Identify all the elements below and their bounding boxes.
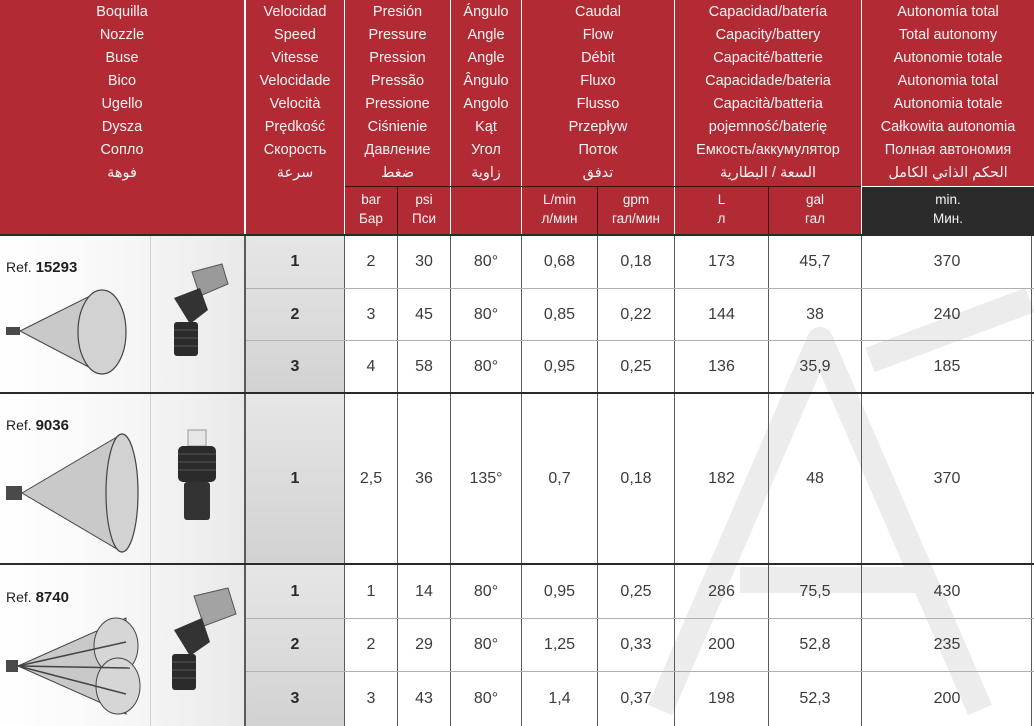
nozzle-8740-icon: [158, 586, 242, 698]
angle-cell: 80°: [473, 582, 499, 600]
header-nozzle-pl: Dysza: [101, 119, 143, 135]
header-speed-ar: سرعة: [276, 165, 314, 181]
ref-prefix: Ref.: [6, 259, 32, 275]
unit-bar-line1: bar: [361, 192, 381, 207]
unit-bar-line2: Бар: [359, 211, 383, 226]
liters-cell: 198: [708, 690, 735, 707]
header-angle-es: Ángulo: [463, 4, 509, 20]
header-autonomy-fr: Autonomie totale: [893, 50, 1003, 66]
header-nozzle-es: Boquilla: [96, 4, 148, 20]
minutes-cell: 235: [933, 636, 961, 653]
gallons-cell: 52,3: [799, 690, 831, 707]
ref-label-15293: [6, 259, 77, 276]
panel-divider-1: [150, 236, 151, 392]
gpm-cell: 0,18: [620, 253, 652, 270]
unit-psi-line1: psi: [415, 192, 433, 207]
ref-prefix: Ref.: [6, 417, 32, 433]
angle-cell: 80°: [473, 357, 499, 375]
header-flow-pt: Fluxo: [580, 73, 616, 89]
unit-row-separator: [345, 186, 861, 187]
psi-cell: 14: [415, 582, 433, 600]
header-autonomy-ar: الحكم الذاتي الكامل: [888, 165, 1008, 181]
lmin-cell: 1,25: [543, 636, 576, 653]
psi-cell: 30: [415, 253, 433, 270]
header-autonomy-es: Autonomía total: [897, 4, 999, 20]
header-flow-it: Flusso: [576, 96, 620, 112]
header-nozzle-fr: Buse: [105, 50, 139, 66]
panel-divider-2: [150, 394, 151, 563]
liters-cell: 286: [708, 582, 735, 600]
unit-gal: [769, 190, 861, 228]
bar-cell: 2,5: [359, 469, 383, 487]
speed-cell: 1: [290, 469, 300, 487]
header-angle: [451, 0, 521, 234]
angle-cell: 80°: [473, 305, 499, 323]
spray-cone-wide-icon: [6, 432, 142, 558]
unit-gpm: [598, 190, 674, 228]
header-angle-en: Angle: [467, 27, 505, 43]
unit-min-line2: Мин.: [933, 211, 963, 226]
unit-l-line2: л: [717, 211, 726, 226]
speed-cell: 3: [290, 357, 300, 375]
lmin-cell: 0,68: [543, 253, 576, 270]
ref-label-8740: [6, 589, 69, 606]
unit-min: [862, 190, 1034, 228]
header-pressure-pl: Ciśnienie: [367, 119, 428, 135]
header-pressure-ar: ضغط: [380, 165, 415, 181]
header-capacity-pt: Capacidade/bateria: [705, 73, 831, 89]
unit-psi: [398, 190, 450, 228]
unit-psi-line2: Пси: [412, 211, 436, 226]
spray-cone-multi-icon: [6, 612, 146, 720]
liters-cell: 136: [708, 357, 735, 375]
speed-cell: 3: [290, 690, 300, 707]
header-autonomy-en: Total autonomy: [898, 27, 998, 43]
unit-l: [675, 190, 768, 228]
minutes-cell: 370: [933, 253, 961, 270]
angle-cell: 80°: [473, 636, 499, 653]
header-flow-es: Caudal: [575, 4, 621, 20]
unit-gpm-line2: гал/мин: [611, 211, 661, 226]
header-autonomy-ru: Полная автономия: [884, 142, 1012, 158]
ref-number: 15293: [35, 259, 78, 276]
header-autonomy: [862, 0, 1034, 186]
header-angle-it: Angolo: [463, 96, 509, 112]
lmin-cell: 0,95: [543, 582, 576, 600]
header-angle-ru: Угол: [471, 142, 501, 158]
speed-cell: 1: [290, 582, 300, 600]
gallons-cell: 35,9: [799, 357, 831, 375]
nozzle-15293-icon: [160, 258, 240, 366]
lmin-cell: 0,85: [543, 305, 576, 323]
bar-cell: 2: [366, 636, 376, 653]
liters-cell: 173: [708, 253, 735, 270]
header-capacity-en: Capacity/battery: [715, 27, 821, 43]
header-flow-en: Flow: [582, 27, 614, 43]
header-capacity-ru: Емкость/аккумулятор: [696, 142, 840, 158]
header-speed-pl: Prędkość: [264, 119, 326, 135]
angle-cell: 80°: [473, 690, 499, 707]
header-capacity-fr: Capacité/batterie: [713, 50, 823, 66]
lmin-cell: 0,95: [543, 357, 576, 375]
unit-bar: [345, 190, 397, 228]
header-nozzle-pt: Bico: [107, 73, 137, 89]
psi-cell: 43: [415, 690, 433, 707]
header-angle-pt: Ângulo: [463, 73, 509, 89]
panel-divider-3: [150, 565, 151, 726]
angle-cell: 80°: [473, 253, 499, 270]
header-speed-en: Speed: [274, 27, 316, 43]
liters-cell: 200: [708, 636, 735, 653]
ref-prefix: Ref.: [6, 589, 32, 605]
header-speed-es: Velocidad: [263, 4, 327, 20]
speed-cell: 2: [290, 636, 300, 653]
bar-cell: 4: [366, 357, 376, 375]
minutes-cell: 200: [933, 690, 961, 707]
ref-number: 9036: [35, 417, 69, 434]
liters-cell: 182: [708, 469, 735, 487]
minutes-cell: 370: [933, 469, 961, 487]
header-flow-fr: Débit: [581, 50, 615, 66]
unit-gal-line1: gal: [805, 192, 824, 207]
header-angle-ar: زاوية: [471, 165, 501, 181]
liters-cell: 144: [708, 305, 735, 323]
header-capacity-it: Capacità/batteria: [713, 96, 823, 112]
bar-cell: 3: [366, 305, 376, 323]
header-capacity-es: Capacidad/batería: [708, 4, 828, 20]
header-nozzle-ru: Сопло: [100, 142, 144, 158]
header-pressure-ru: Давление: [364, 142, 431, 158]
header-capacity-ar: السعة / البطارية: [719, 165, 817, 181]
ref-number: 8740: [35, 589, 69, 606]
gallons-cell: 48: [806, 469, 824, 487]
header-pressure-en: Pressure: [368, 27, 427, 43]
unit-gpm-line1: gpm: [622, 192, 650, 207]
gallons-cell: 52,8: [799, 636, 831, 653]
gpm-cell: 0,33: [620, 636, 652, 653]
bar-cell: 1: [366, 582, 376, 600]
gpm-cell: 0,25: [620, 357, 652, 375]
header-pressure-fr: Pression: [369, 50, 426, 66]
header-speed-pt: Velocidade: [259, 73, 331, 89]
minutes-cell: 185: [933, 357, 961, 375]
unit-l-line1: L: [717, 192, 726, 207]
angle-cell: 135°: [469, 469, 503, 487]
header-nozzle-ar: فوهة: [107, 165, 137, 181]
gallons-cell: 75,5: [799, 582, 831, 600]
gallons-cell: 38: [806, 305, 824, 323]
gpm-cell: 0,22: [620, 305, 652, 323]
psi-cell: 29: [415, 636, 433, 653]
gpm-cell: 0,37: [620, 690, 652, 707]
minutes-cell: 240: [933, 305, 961, 323]
header-speed-fr: Vitesse: [271, 50, 319, 66]
header-autonomy-pl: Całkowita autonomia: [880, 119, 1016, 135]
gallons-cell: 45,7: [799, 253, 831, 270]
gpm-cell: 0,18: [620, 469, 652, 487]
bar-cell: 3: [366, 690, 376, 707]
speed-cell: 2: [290, 305, 300, 323]
header-nozzle-it: Ugello: [101, 96, 143, 112]
header-pressure-es: Presión: [372, 4, 423, 20]
header-flow-pl: Przepływ: [568, 119, 628, 135]
psi-cell: 58: [415, 357, 433, 375]
header-speed-ru: Скорость: [263, 142, 327, 158]
nozzle-9036-icon: [172, 428, 222, 524]
header-autonomy-it: Autonomia totale: [893, 96, 1003, 112]
psi-cell: 45: [415, 305, 433, 323]
lmin-cell: 0,7: [548, 469, 571, 487]
gpm-cell: 0,25: [620, 582, 652, 600]
header-flow-ar: تدفق: [582, 165, 614, 181]
speed-cell: 1: [290, 253, 300, 270]
header-flow-ru: Поток: [578, 142, 618, 158]
header-capacity-pl: pojemność/baterię: [708, 119, 828, 135]
header-nozzle: [0, 0, 244, 234]
spray-cone-narrow-icon: [6, 286, 142, 384]
unit-gal-line2: гал: [804, 211, 825, 226]
minutes-cell: 430: [933, 582, 961, 600]
header-angle-pl: Kąt: [475, 119, 497, 135]
header-pressure-pt: Pressão: [370, 73, 425, 89]
header-angle-fr: Angle: [467, 50, 505, 66]
unit-lmin-line1: L/min: [542, 192, 576, 207]
bar-cell: 2: [366, 253, 376, 270]
header-speed-it: Velocità: [269, 96, 321, 112]
lmin-cell: 1,4: [548, 690, 571, 707]
psi-cell: 36: [415, 469, 433, 487]
unit-lmin: [522, 190, 597, 228]
header-nozzle-en: Nozzle: [99, 27, 145, 43]
unit-min-line1: min.: [935, 192, 961, 207]
unit-lmin-line2: л/мин: [541, 211, 578, 226]
header-autonomy-pt: Autonomia total: [897, 73, 999, 89]
header-speed: [246, 0, 344, 234]
header-pressure-it: Pressione: [365, 96, 430, 112]
